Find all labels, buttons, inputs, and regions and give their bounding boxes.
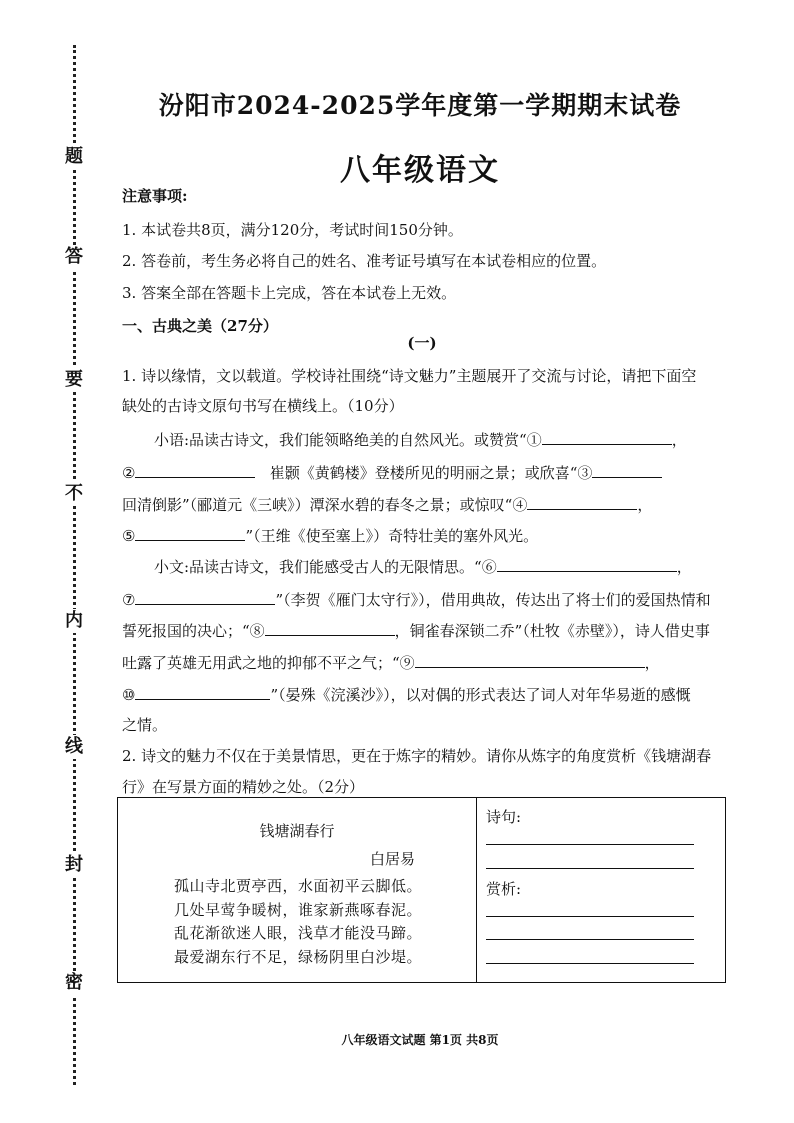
poem-line: 乱花渐欲迷人眼，浅草才能没马蹄。 <box>174 924 423 942</box>
poem-line: 几处早莺争暖树，谁家新燕啄春泥。 <box>174 901 423 919</box>
q1-text: ， <box>676 558 692 576</box>
q1-text: ，铜雀春深锁二乔”（杜牧《赤壁》），诗人借史事 <box>394 622 710 640</box>
verse-answer-line[interactable] <box>486 868 694 869</box>
seal-char: 题 <box>62 145 86 169</box>
q1-text: 小文:品读古诗文，我们能感受古人的无限情思。“⑥ <box>154 558 497 576</box>
seal-margin <box>62 45 86 1085</box>
analysis-answer-line[interactable] <box>486 939 694 940</box>
q1-text: 回清倒影”（郦道元《三峡》）潭深水碧的春冬之景；或惊叹“④ <box>122 496 528 514</box>
q1-line-9 <box>122 684 732 705</box>
q1-stem-line2: 缺处的古诗文原句书写在横线上。（10分） <box>122 397 404 415</box>
q1-line-4 <box>122 525 732 546</box>
fill-blank-7[interactable] <box>135 589 275 605</box>
q1-text: ， <box>637 496 653 514</box>
fill-blank-3[interactable] <box>592 462 662 478</box>
seal-dotted-line <box>73 45 76 1085</box>
q1-line-2 <box>122 462 732 483</box>
poem-line: 孤山寺北贾亭西，水面初平云脚低。 <box>174 877 423 895</box>
analysis-label: 赏析: <box>486 880 522 898</box>
analysis-answer-line[interactable] <box>486 963 694 964</box>
notice-item: 1. 本试卷共8页，满分120分，考试时间150分钟。 <box>122 221 463 239</box>
q1-text: 吐露了英雄无用武之地的抑郁不平之气；“⑨ <box>122 654 415 672</box>
exam-subtitle: 八年级语文 <box>340 153 500 188</box>
q1-text: ， <box>644 654 660 672</box>
q1-text: ⑦ <box>122 591 136 609</box>
seal-char: 内 <box>62 609 86 633</box>
section-heading: 一、古典之美（27分） <box>122 317 278 335</box>
part-heading: (一) <box>407 334 437 352</box>
q1-line-1 <box>154 429 734 450</box>
q1-text: ”（王维《使至塞上》）奇特壮美的塞外风光。 <box>245 527 539 545</box>
seal-char: 封 <box>62 853 86 877</box>
fill-blank-8[interactable] <box>265 620 395 636</box>
analysis-answer-line[interactable] <box>486 916 694 917</box>
fill-blank-4[interactable] <box>527 494 637 510</box>
q1-line-5 <box>154 556 734 577</box>
q1-line-3 <box>122 494 732 515</box>
notice-item: 3. 答案全部在答题卡上完成，答在本试卷上无效。 <box>122 284 457 302</box>
q1-text: ”（李贺《雁门太守行》），借用典故，传达出了将士们的爱国热情和 <box>275 591 711 609</box>
q1-text: ② <box>122 464 136 482</box>
poem-title: 钱塘湖春行 <box>259 822 335 840</box>
q1-text: 崔颢《黄鹤楼》登楼所见的明丽之景；或欣喜“③ <box>269 464 593 482</box>
seal-char: 线 <box>62 735 86 759</box>
poem-line: 最爱湖东行不足，绿杨阴里白沙堤。 <box>174 948 423 966</box>
q1-line-7 <box>122 620 732 641</box>
q1-text: ⑩ <box>122 686 136 704</box>
fill-blank-1[interactable] <box>542 429 672 445</box>
poem-author: 白居易 <box>370 850 416 868</box>
fill-blank-6[interactable] <box>497 556 677 572</box>
exam-title: 汾阳市2024-2025学年度第一学期期末试卷 <box>158 91 682 120</box>
q1-text: ⑤ <box>122 527 136 545</box>
q2-stem-line1: 2. 诗文的魅力不仅在于美景情思，更在于炼字的精妙。请你从炼字的角度赏析《钱塘湖春 <box>122 747 712 765</box>
q2-stem-line2: 行》在写景方面的精妙之处。（2分） <box>122 778 365 796</box>
fill-blank-10[interactable] <box>135 684 270 700</box>
seal-char: 答 <box>62 245 86 269</box>
notice-heading: 注意事项: <box>122 187 188 205</box>
q1-line-10: 之情。 <box>122 716 168 734</box>
seal-char: 要 <box>62 368 86 392</box>
q1-text: 小语:品读古诗文，我们能领略绝美的自然风光。或赞赏“① <box>154 431 542 449</box>
q1-line-8 <box>122 652 732 673</box>
q1-line-6 <box>122 589 732 610</box>
seal-char: 密 <box>62 971 86 995</box>
q1-text: ， <box>671 431 687 449</box>
poem-answer-box <box>117 797 726 983</box>
q1-text: ”（晏殊《浣溪沙》），以对偶的形式表达了词人对年华易逝的感慨 <box>270 686 691 704</box>
seal-char: 不 <box>62 482 86 506</box>
notice-item: 2. 答卷前，考生务必将自己的姓名、准考证号填写在本试卷相应的位置。 <box>122 252 607 270</box>
q1-text: 誓死报国的决心；“⑧ <box>122 622 265 640</box>
box-divider <box>476 798 477 982</box>
verse-label: 诗句: <box>486 808 522 826</box>
page-footer: 八年级语文试题 第1页 共8页 <box>341 1033 499 1047</box>
fill-blank-5[interactable] <box>135 525 245 541</box>
fill-blank-2[interactable] <box>135 462 255 478</box>
verse-answer-line[interactable] <box>486 844 694 845</box>
fill-blank-9[interactable] <box>415 652 645 668</box>
q1-stem-line1: 1. 诗以缘情，文以载道。学校诗社围绕“诗文魅力”主题展开了交流与讨论，请把下面空 <box>122 367 697 385</box>
